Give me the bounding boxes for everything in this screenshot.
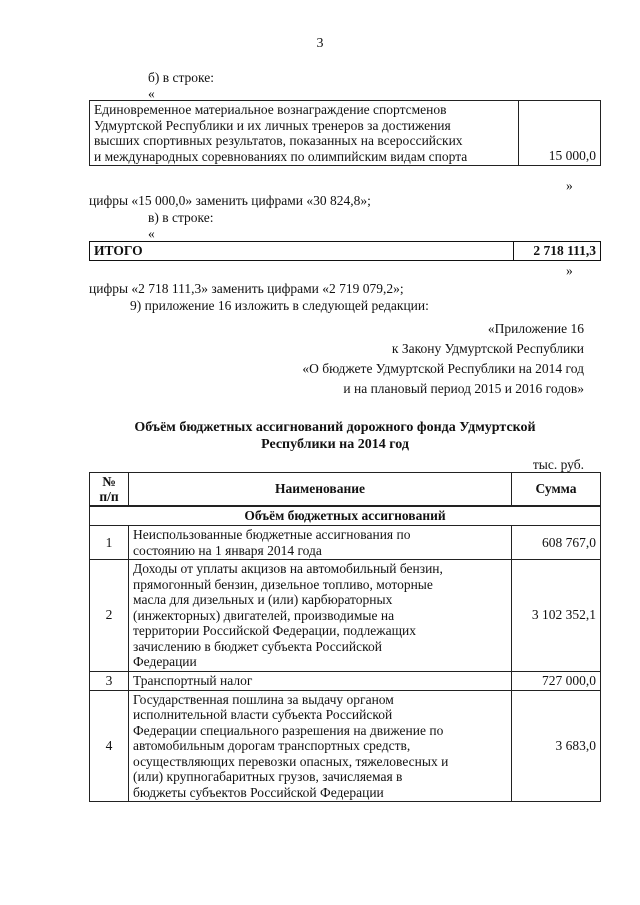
row-name bbox=[129, 560, 512, 672]
row-name-line: территории Российской Федерации, подлежащих bbox=[133, 623, 416, 638]
row1-line: Удмуртской Республики и их личных тренеров за достижения bbox=[94, 117, 451, 133]
intro-b: б) в строке: bbox=[148, 70, 215, 85]
row-number: 4 bbox=[90, 690, 129, 802]
intro-v: в) в строке: bbox=[148, 210, 214, 225]
col-name-header: Наименование bbox=[129, 473, 512, 507]
row-name-line: исполнительной власти субъекта Российской bbox=[133, 707, 393, 722]
table-header-row bbox=[90, 473, 601, 507]
row-name-line: зачислению в бюджет субъекта Российской bbox=[133, 638, 382, 654]
row-name-line: масла для дизельных и (или) карбюраторных bbox=[133, 592, 393, 607]
col-sum-header: Сумма bbox=[512, 473, 601, 507]
replace-instruction-1: цифры «15 000,0» заменить цифрами «30 824,8»; bbox=[89, 193, 371, 208]
col-no-line: п/п bbox=[99, 489, 119, 504]
col-no-line: № bbox=[102, 474, 116, 489]
open-quote-2: « bbox=[148, 226, 155, 241]
open-quote-1: « bbox=[148, 86, 155, 101]
row-name bbox=[129, 671, 512, 690]
row1-text bbox=[90, 101, 519, 166]
row-name-line: (или) крупногабаритных грузов, зачисляемая в bbox=[133, 769, 403, 784]
row-name-line: Транспортный налог bbox=[133, 672, 253, 688]
table-row bbox=[90, 690, 601, 802]
row-sum: 3 102 352,1 bbox=[512, 560, 601, 672]
row1-line: высших спортивных результатов, показанных на всероссийских bbox=[94, 133, 463, 148]
table-row bbox=[90, 560, 601, 672]
close-quote-2: » bbox=[566, 263, 573, 278]
row-name-line: Федерации bbox=[133, 654, 197, 669]
close-quote-1: » bbox=[566, 178, 573, 193]
page-number: 3 bbox=[316, 36, 324, 51]
row-name-line: Федерации специального разрешения на движение по bbox=[133, 722, 444, 738]
row-sum: 608 767,0 bbox=[512, 526, 601, 560]
row-table-1 bbox=[89, 100, 601, 166]
budget-table bbox=[89, 472, 601, 802]
row-name-line: Доходы от уплаты акцизов на автомобильный бензин, bbox=[133, 561, 443, 576]
unit-label: тыс. руб. bbox=[532, 457, 584, 472]
total-value: 2 718 111,3 bbox=[514, 242, 601, 261]
row-name-line: (инжекторных) двигателей, производимые на bbox=[133, 607, 395, 623]
row1-value: 15 000,0 bbox=[519, 101, 601, 166]
row-sum: 727 000,0 bbox=[512, 671, 601, 690]
row-name-line: Государственная пошлина за выдачу органом bbox=[133, 691, 394, 707]
row-name-line: прямогонный бензин, дизельное топливо, моторные bbox=[133, 576, 433, 592]
row-name-line: осуществляющих перевозки опасных, тяжеловесных и bbox=[133, 753, 449, 769]
total-table bbox=[89, 241, 601, 261]
row-name bbox=[129, 526, 512, 560]
total-label: ИТОГО bbox=[90, 242, 514, 261]
row1-line: и международных соревнованиях по олимпийским видам спорта bbox=[94, 148, 468, 164]
row-name-line: бюджеты субъектов Российской Федерации bbox=[133, 784, 384, 800]
row-name bbox=[129, 690, 512, 802]
section-title: Объём бюджетных ассигнований bbox=[90, 506, 601, 526]
row1-line: Единовременное материальное вознаграждение спортсменов bbox=[94, 102, 447, 117]
row-name-line: автомобильным дорогам транспортных средств, bbox=[133, 738, 411, 753]
row-name-line: состоянию на 1 января 2014 года bbox=[133, 542, 322, 558]
row-number: 3 bbox=[90, 671, 129, 690]
row-sum: 3 683,0 bbox=[512, 690, 601, 802]
table-row bbox=[90, 526, 601, 560]
section-row bbox=[90, 506, 601, 526]
appendix-line: «О бюджете Удмуртской Республики на 2014 год bbox=[302, 361, 584, 376]
document-title bbox=[95, 419, 575, 453]
title-line: Республики на 2014 год bbox=[261, 437, 409, 452]
row-name-line: Неиспользованные бюджетные ассигнования по bbox=[133, 527, 411, 542]
row-number: 1 bbox=[90, 526, 129, 560]
row-number: 2 bbox=[90, 560, 129, 672]
table-row bbox=[90, 671, 601, 690]
col-no-header bbox=[90, 473, 129, 507]
item-9: 9) приложение 16 изложить в следующей редакции: bbox=[130, 298, 429, 313]
appendix-line: к Закону Удмуртской Республики bbox=[391, 341, 584, 356]
appendix-line: «Приложение 16 bbox=[487, 321, 584, 336]
title-line: Объём бюджетных ассигнований дорожного фонда Удмуртской bbox=[134, 420, 536, 435]
appendix-line: и на плановый период 2015 и 2016 годов» bbox=[343, 381, 584, 396]
appendix-header bbox=[302, 319, 584, 399]
replace-instruction-2: цифры «2 718 111,3» заменить цифрами «2 719 079,2»; bbox=[89, 281, 404, 296]
